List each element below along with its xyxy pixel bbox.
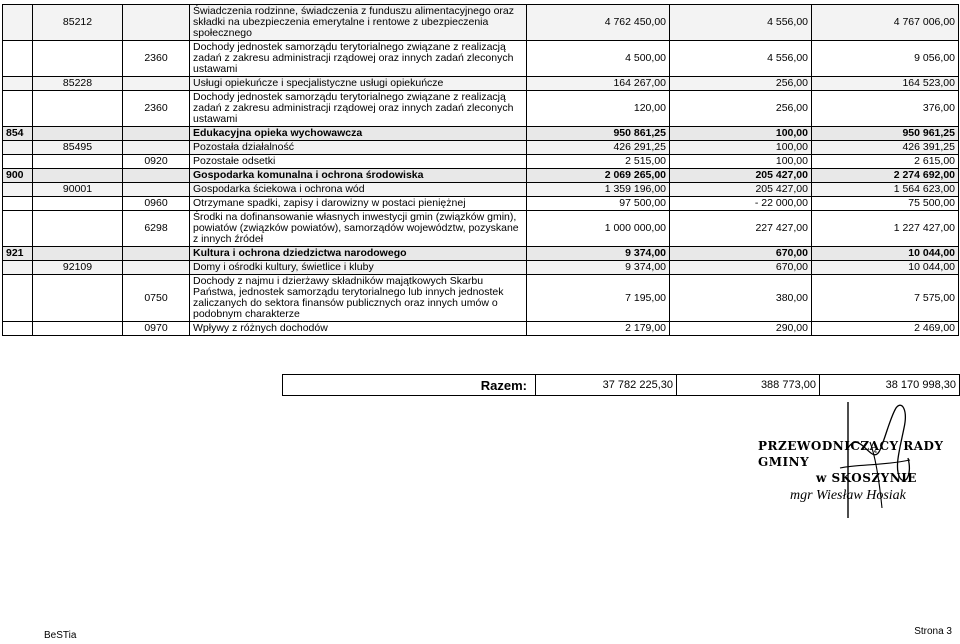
chapter-code: 85228 [33, 77, 123, 91]
paragraph-code: 0970 [123, 322, 190, 336]
change-value: 290,00 [670, 322, 812, 336]
table-row [3, 5, 959, 41]
paragraph-code: 6298 [123, 211, 190, 247]
paragraph-code [123, 77, 190, 91]
paragraph-code [123, 261, 190, 275]
description: Dochody jednostek samorządu terytorialnego związane z realizacją zadań z zakresu administracji rządowej oraz innych zadań zleconych ustawami [190, 41, 527, 77]
plan-value: 9 374,00 [527, 247, 670, 261]
paragraph-code [123, 247, 190, 261]
change-value: 227 427,00 [670, 211, 812, 247]
budget-table [2, 4, 959, 336]
chapter-code: 85212 [33, 5, 123, 41]
chapter-code [33, 275, 123, 322]
change-value: 100,00 [670, 155, 812, 169]
section-code: 854 [3, 127, 33, 141]
chapter-code [33, 91, 123, 127]
chapter-code [33, 127, 123, 141]
plan-value: 164 267,00 [527, 77, 670, 91]
table-row [3, 183, 959, 197]
chapter-code [33, 41, 123, 77]
chapter-code [33, 211, 123, 247]
page-number: Strona 3 [914, 626, 952, 637]
plan-value: 1 359 196,00 [527, 183, 670, 197]
paragraph-code [123, 183, 190, 197]
description: Usługi opiekuńcze i specjalistyczne usługi opiekuńcze [190, 77, 527, 91]
after-change-value: 4 767 006,00 [812, 5, 959, 41]
stamp-name: mgr Wiesław Hosiak [790, 488, 906, 503]
paragraph-code: 0750 [123, 275, 190, 322]
table-row [3, 77, 959, 91]
change-value: 256,00 [670, 91, 812, 127]
chapter-code [33, 197, 123, 211]
description: Domy i ośrodki kultury, świetlice i kluby [190, 261, 527, 275]
after-change-value: 1 564 623,00 [812, 183, 959, 197]
paragraph-code: 2360 [123, 91, 190, 127]
paragraph-code [123, 141, 190, 155]
paragraph-code: 2360 [123, 41, 190, 77]
after-change-value: 426 391,25 [812, 141, 959, 155]
after-change-value: 1 227 427,00 [812, 211, 959, 247]
description: Wpływy z różnych dochodów [190, 322, 527, 336]
paragraph-code [123, 169, 190, 183]
change-value: 256,00 [670, 77, 812, 91]
description: Dochody z najmu i dzierżawy składników majątkowych Skarbu Państwa, jednostek samorządu terytorialnego lub innych jednostek zaliczanych do sektora finansów publicznych oraz innych umów o podobnym charakterze [190, 275, 527, 322]
totals-change: 388 773,00 [676, 375, 819, 395]
change-value: 380,00 [670, 275, 812, 322]
section-code [3, 77, 33, 91]
after-change-value: 75 500,00 [812, 197, 959, 211]
description: Pozostała działalność [190, 141, 527, 155]
chapter-code: 92109 [33, 261, 123, 275]
stamp-line-1: PRZEWODNICZĄCY RADY GMINY [758, 439, 944, 469]
change-value: 205 427,00 [670, 169, 812, 183]
change-value: 100,00 [670, 127, 812, 141]
section-code [3, 261, 33, 275]
section-code [3, 5, 33, 41]
after-change-value: 950 961,25 [812, 127, 959, 141]
change-value: 670,00 [670, 247, 812, 261]
section-code [3, 322, 33, 336]
section-code [3, 141, 33, 155]
chapter-code [33, 169, 123, 183]
plan-value: 2 069 265,00 [527, 169, 670, 183]
table-row [3, 41, 959, 77]
section-code: 921 [3, 247, 33, 261]
plan-value: 426 291,25 [527, 141, 670, 155]
plan-value: 2 179,00 [527, 322, 670, 336]
change-value: 100,00 [670, 141, 812, 155]
change-value: 205 427,00 [670, 183, 812, 197]
plan-value: 2 515,00 [527, 155, 670, 169]
totals-row [282, 374, 960, 396]
after-change-value: 376,00 [812, 91, 959, 127]
table-row [3, 127, 959, 141]
section-code [3, 197, 33, 211]
table-row [3, 247, 959, 261]
table-row [3, 275, 959, 322]
description: Gospodarka komunalna i ochrona środowiska [190, 169, 527, 183]
table-row [3, 169, 959, 183]
after-change-value: 10 044,00 [812, 261, 959, 275]
description: Dochody jednostek samorządu terytorialnego związane z realizacją zadań z zakresu administracji rządowej oraz innych zadań zleconych ustawami [190, 91, 527, 127]
description: Pozostałe odsetki [190, 155, 527, 169]
table-row [3, 261, 959, 275]
totals-plan: 37 782 225,30 [535, 375, 676, 395]
plan-value: 97 500,00 [527, 197, 670, 211]
plan-value: 4 762 450,00 [527, 5, 670, 41]
chapter-code: 90001 [33, 183, 123, 197]
paragraph-code [123, 5, 190, 41]
paragraph-code: 0960 [123, 197, 190, 211]
change-value: 4 556,00 [670, 5, 812, 41]
chapter-code [33, 322, 123, 336]
section-code: 900 [3, 169, 33, 183]
description: Środki na dofinansowanie własnych inwestycji gmin (związków gmin), powiatów (związków powiatów), samorządów województw, pozyskane z innych źródeł [190, 211, 527, 247]
after-change-value: 2 615,00 [812, 155, 959, 169]
section-code [3, 183, 33, 197]
change-value: - 22 000,00 [670, 197, 812, 211]
table-row [3, 322, 959, 336]
plan-value: 4 500,00 [527, 41, 670, 77]
totals-after: 38 170 998,30 [819, 375, 959, 395]
section-code [3, 211, 33, 247]
after-change-value: 7 575,00 [812, 275, 959, 322]
after-change-value: 10 044,00 [812, 247, 959, 261]
plan-value: 9 374,00 [527, 261, 670, 275]
paragraph-code: 0920 [123, 155, 190, 169]
after-change-value: 164 523,00 [812, 77, 959, 91]
section-code [3, 41, 33, 77]
change-value: 4 556,00 [670, 41, 812, 77]
description: Kultura i ochrona dziedzictwa narodowego [190, 247, 527, 261]
official-stamp [758, 438, 958, 486]
description: Otrzymane spadki, zapisy i darowizny w postaci pieniężnej [190, 197, 527, 211]
description: Gospodarka ściekowa i ochrona wód [190, 183, 527, 197]
table-body [3, 5, 959, 336]
chapter-code [33, 155, 123, 169]
after-change-value: 9 056,00 [812, 41, 959, 77]
table-row [3, 211, 959, 247]
after-change-value: 2 469,00 [812, 322, 959, 336]
totals-label: Razem: [480, 377, 527, 393]
plan-value: 950 861,25 [527, 127, 670, 141]
after-change-value: 2 274 692,00 [812, 169, 959, 183]
paragraph-code [123, 127, 190, 141]
section-code [3, 155, 33, 169]
description: Świadczenia rodzinne, świadczenia z funduszu alimentacyjnego oraz składki na ubezpieczenia emerytalne i rentowe z ubezpieczenia społecznego [190, 5, 527, 41]
plan-value: 7 195,00 [527, 275, 670, 322]
section-code [3, 275, 33, 322]
table-row [3, 155, 959, 169]
chapter-code [33, 247, 123, 261]
chapter-code: 85495 [33, 141, 123, 155]
table-row [3, 141, 959, 155]
description: Edukacyjna opieka wychowawcza [190, 127, 527, 141]
stamp-line-2: w SKOSZYNIE [816, 471, 917, 485]
footer-left: BeSTia [44, 630, 77, 641]
table-row [3, 91, 959, 127]
section-code [3, 91, 33, 127]
change-value: 670,00 [670, 261, 812, 275]
plan-value: 120,00 [527, 91, 670, 127]
table-row [3, 197, 959, 211]
plan-value: 1 000 000,00 [527, 211, 670, 247]
